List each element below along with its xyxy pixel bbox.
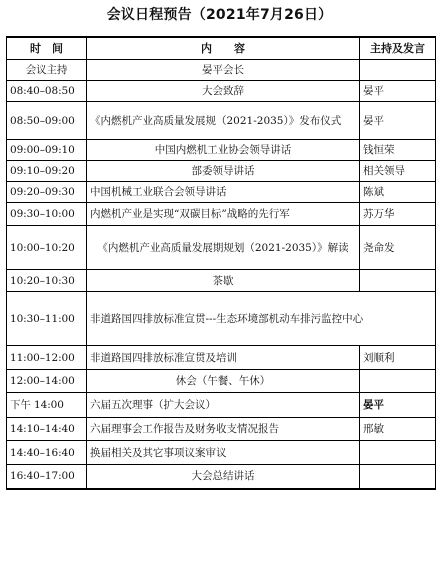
row-time: 14:40–16:40 [7,441,87,465]
row-time: 16:40–17:00 [7,465,87,489]
header-time: 时 间 [7,37,87,60]
row-speaker [360,60,436,81]
row-content: 换届相关及其它事项议案审议 [87,441,360,465]
row-speaker [360,465,436,489]
row-speaker: 晏平 [360,81,436,102]
row-speaker: 相关领导 [360,161,436,182]
row-content: 中国机械工业联合会领导讲话 [87,182,360,203]
table-row [7,203,436,226]
row-speaker: 苏万华 [360,203,436,226]
row-time: 08:40–08:50 [7,81,87,102]
row-content: 六届理事会工作报告及财务收支情况报告 [87,418,360,441]
table-row [7,161,436,182]
table-row [7,270,436,292]
row-content: 中国内燃机工业协会领导讲话 [87,140,360,161]
table-row [7,60,436,81]
row-speaker [360,370,436,393]
header-content: 内 容 [87,37,360,60]
table-row [7,292,436,346]
header-row [7,37,436,60]
row-time: 下午 14:00 [7,393,87,418]
row-time: 10:20–10:30 [7,270,87,292]
row-speaker: 邢敏 [360,418,436,441]
table-row [7,81,436,102]
row-content: 大会致辞 [87,81,360,102]
table-row [7,441,436,465]
agenda-table [6,36,436,490]
row-time: 12:00–14:00 [7,370,87,393]
row-time: 10:30–11:00 [7,292,87,346]
row-time: 10:00–10:20 [7,226,87,270]
table-row [7,465,436,489]
table-row [7,226,436,270]
row-time: 14:10–14:40 [7,418,87,441]
row-content: 《内燃机产业高质量发展规（2021-2035）》发布仪式 [87,102,360,140]
row-content: 晏平会长 [87,60,360,81]
row-time: 09:20–09:30 [7,182,87,203]
table-row [7,393,436,418]
row-content: 《内燃机产业高质量发展期规划（2021-2035）》解读 [87,226,360,270]
table-row [7,418,436,441]
row-content: 部委领导讲话 [87,161,360,182]
table-row [7,140,436,161]
row-content: 茶歇 [87,270,360,292]
row-speaker: 刘顺利 [360,346,436,370]
table-row [7,182,436,203]
row-speaker: 陈斌 [360,182,436,203]
table-row [7,346,436,370]
row-time: 09:00–09:10 [7,140,87,161]
row-speaker: 钱恒荣 [360,140,436,161]
row-content: 六届五次理事（扩大会议） [87,393,360,418]
row-content: 休会（午餐、午休） [87,370,360,393]
row-content: 非道路国四排放标准宣贯及培训 [87,346,360,370]
agenda-body [7,60,436,489]
table-row [7,370,436,393]
page-title: 会议日程预告（2021年7月26日） [106,7,333,23]
row-speaker [360,270,436,292]
row-speaker [360,441,436,465]
row-speaker: 晏平 [360,102,436,140]
row-time: 09:30–10:00 [7,203,87,226]
row-content: 内燃机产业是实现“双碳目标”战略的先行军 [87,203,360,226]
header-speaker: 主持及发言 [360,37,436,60]
row-time: 08:50–09:00 [7,102,87,140]
row-time: 09:10–09:20 [7,161,87,182]
row-time: 会议主持 [7,60,87,81]
row-speaker: 晏平 [360,393,436,418]
row-content: 非道路国四排放标准宣贯---生态环境部机动车排污监控中心 [87,292,436,346]
row-time: 11:00–12:00 [7,346,87,370]
row-speaker: 尧命发 [360,226,436,270]
table-row [7,102,436,140]
row-content: 大会总结讲话 [87,465,360,489]
